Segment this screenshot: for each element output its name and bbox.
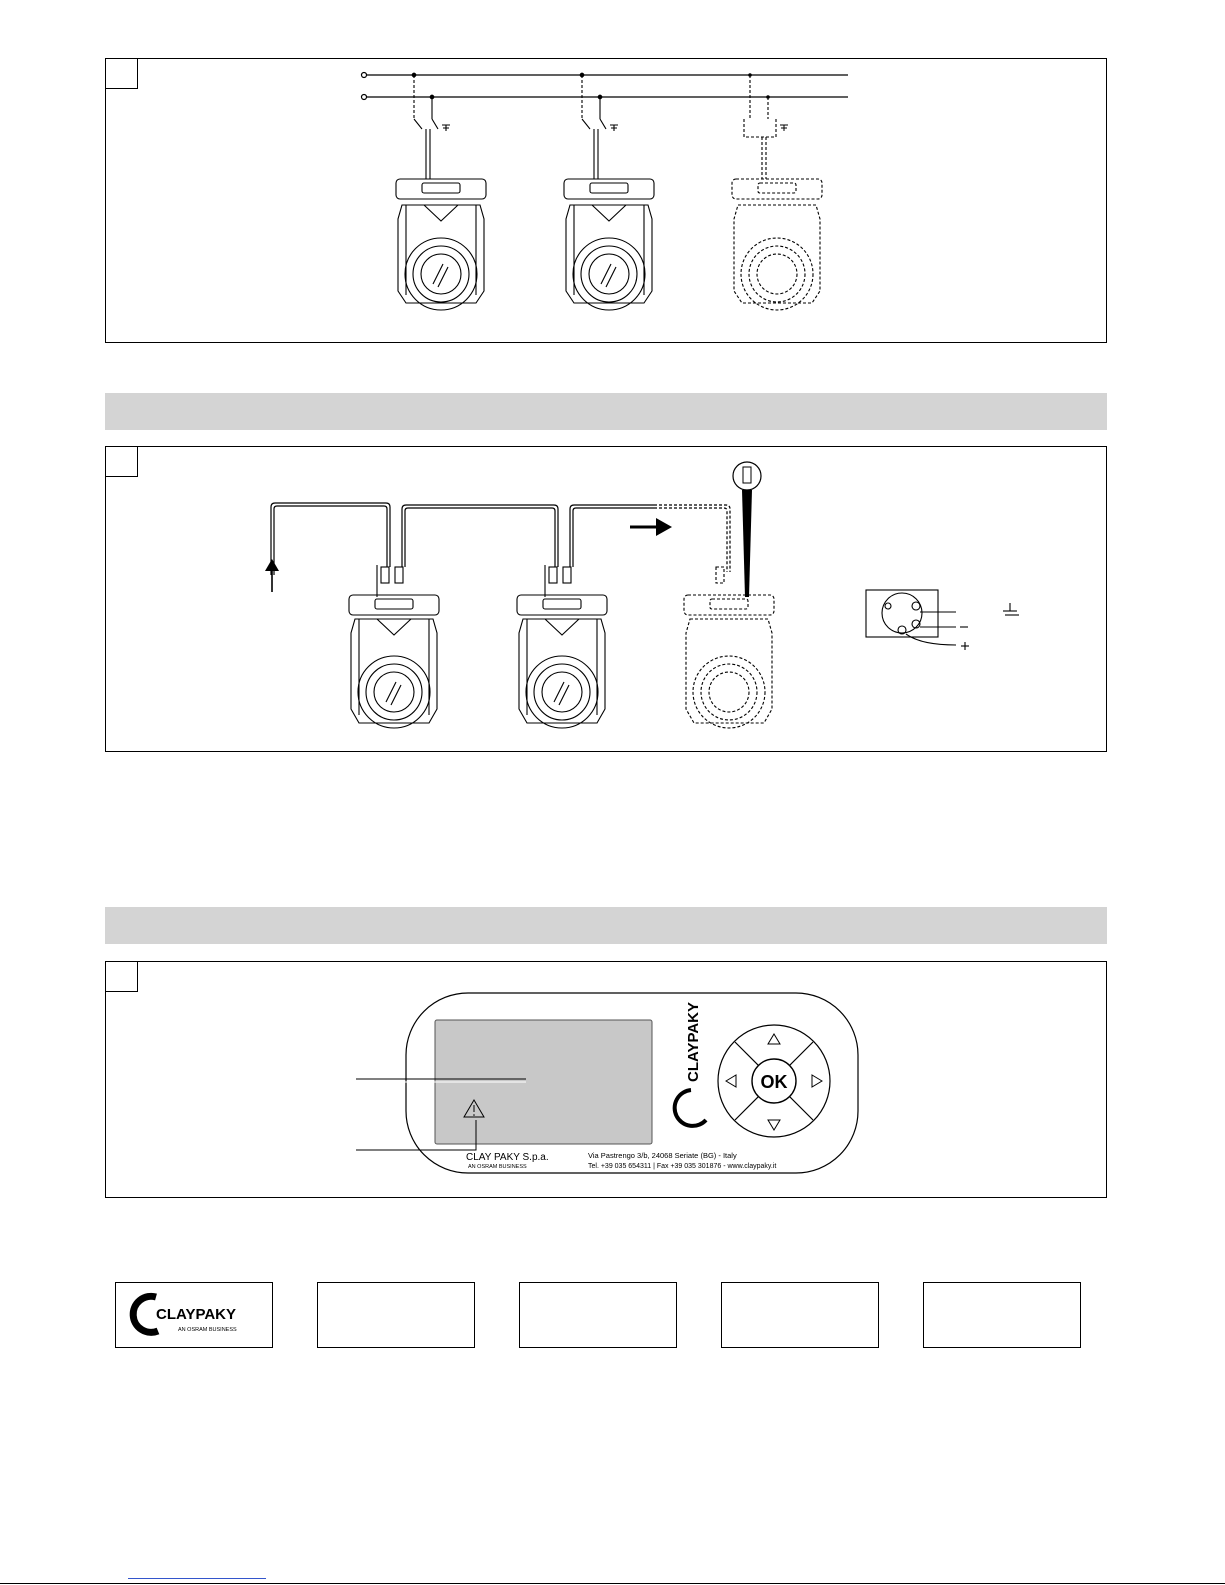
terminator-plug-icon (733, 462, 761, 490)
input-arrow-icon (265, 559, 279, 571)
footer-empty-box (317, 1282, 475, 1348)
direction-arrow-icon (656, 518, 672, 536)
footer-empty-box (519, 1282, 677, 1348)
page-bottom-rule (0, 1583, 1225, 1584)
moving-head-fixture-dashed (684, 567, 774, 728)
company-tagline: AN OSRAM BUSINESS (468, 1164, 527, 1170)
section-header-band (105, 393, 1107, 430)
dmx-wiring-diagram (106, 447, 1108, 753)
control-panel-diagram (106, 962, 1108, 1199)
panel-logo-text: CLAYPAKY (685, 1001, 702, 1082)
section-header-band (105, 907, 1107, 944)
footer-logo (116, 1283, 272, 1347)
footer-logo-box (115, 1282, 273, 1348)
moving-head-fixture-dashed (732, 73, 822, 310)
figure-power-connection (105, 58, 1107, 343)
claypaky-logo-mark (133, 1296, 158, 1332)
xlr-connector-pinout (866, 590, 1019, 650)
bus-terminal-l (362, 73, 367, 78)
power-wiring-diagram (106, 59, 1108, 344)
moving-head-fixture (396, 73, 486, 310)
company-name: CLAY PAKY S.p.a. (466, 1152, 549, 1163)
figure-dmx-connection (105, 446, 1107, 752)
footer-empty-box (721, 1282, 879, 1348)
moving-head-fixture (349, 565, 439, 728)
footer-logo-text: CLAYPAKY (156, 1306, 237, 1323)
address-line: Via Pastrengo 3/b, 24068 Seriate (BG) - Italy (588, 1151, 737, 1160)
figure-control-panel (105, 961, 1107, 1198)
footer-logo-tagline: AN OSRAM BUSINESS (178, 1327, 237, 1333)
bus-terminal-n (362, 95, 367, 100)
contact-line: Tel. +39 035 654311 | Fax +39 035 301876 - www.claypaky.it (588, 1163, 777, 1170)
ok-label[interactable]: OK (760, 1072, 788, 1092)
footer-link-underline[interactable] (128, 1578, 266, 1579)
footer-empty-box (923, 1282, 1081, 1348)
